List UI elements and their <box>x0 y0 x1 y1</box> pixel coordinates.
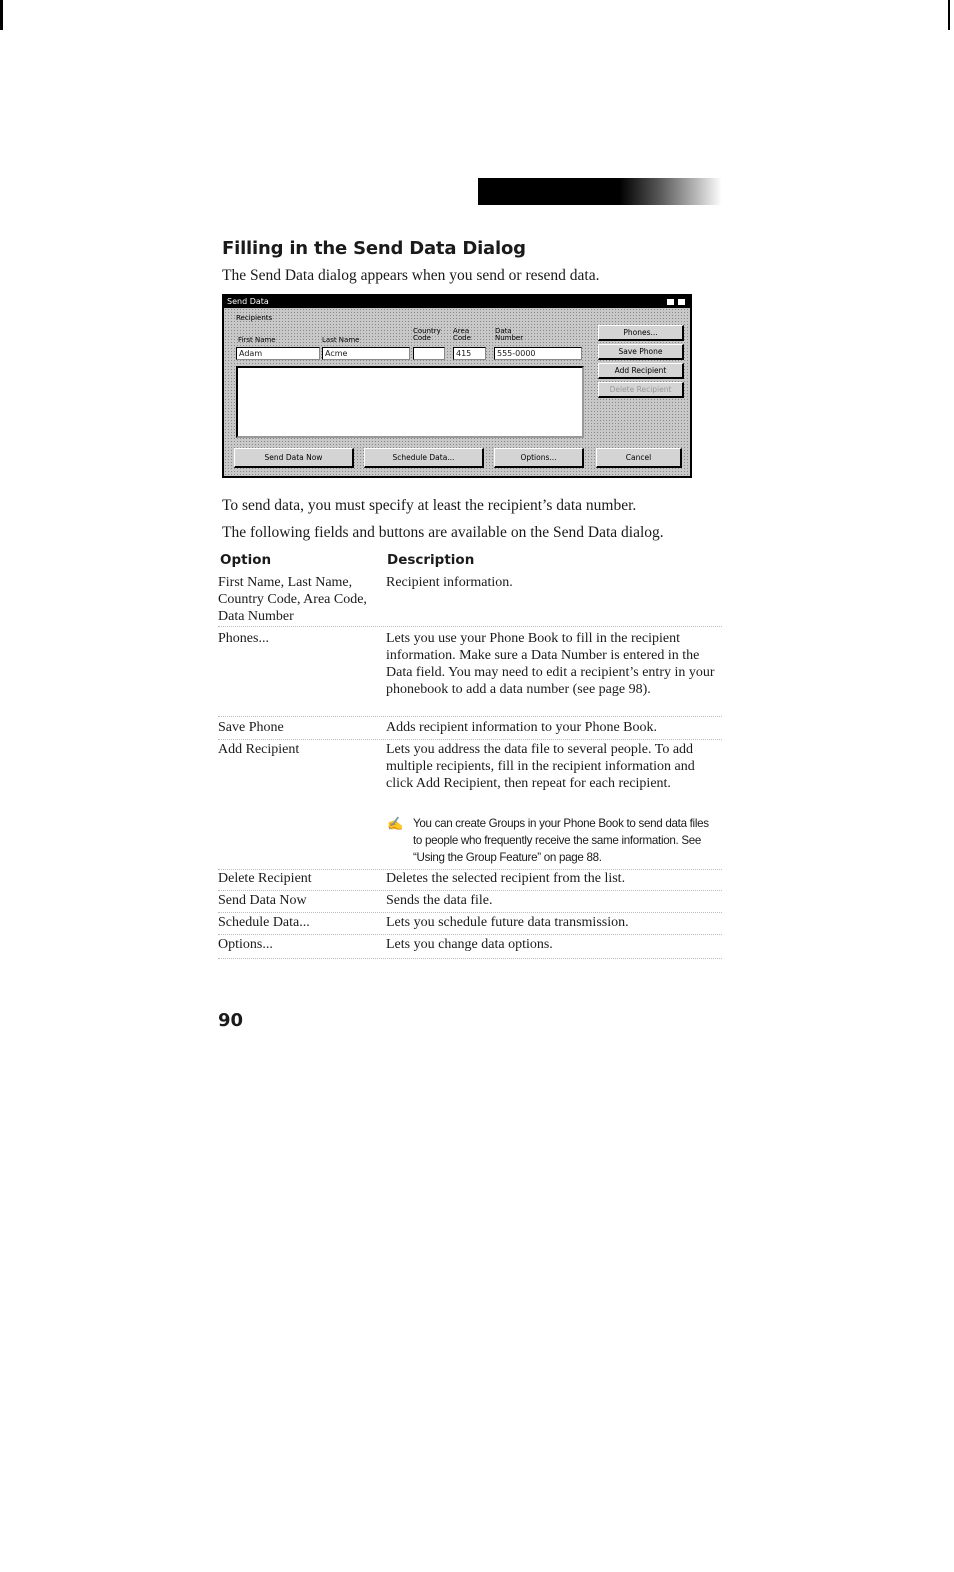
data-number-field[interactable]: 555-0000 <box>494 347 582 360</box>
description-cell: Recipient information. <box>386 575 513 590</box>
first-name-label: First Name <box>238 336 276 344</box>
table-row <box>218 630 722 717</box>
delete-recipient-button[interactable]: Delete Recipient <box>598 382 684 398</box>
table-row <box>218 719 722 740</box>
send-data-now-button[interactable]: Send Data Now <box>234 448 354 468</box>
help-icon[interactable] <box>666 298 675 306</box>
recipients-group-label: Recipients <box>236 314 273 322</box>
option-cell: First Name, Last Name, Country Code, Area Code, Data Number <box>218 575 367 624</box>
description-cell: Deletes the selected recipient from the list. <box>386 871 626 886</box>
option-cell: Save Phone <box>218 720 284 735</box>
option-cell: Options... <box>218 937 273 952</box>
cancel-button[interactable]: Cancel <box>596 448 682 468</box>
option-cell: Phones... <box>218 631 269 646</box>
requirement-paragraph: To send data, you must specify at least the recipient’s data number. <box>222 497 637 514</box>
table-row <box>218 914 722 935</box>
option-cell: Send Data Now <box>218 893 307 908</box>
save-phone-button[interactable]: Save Phone <box>598 344 684 360</box>
country-code-field[interactable] <box>413 347 445 360</box>
tip-note-text: You can create Groups in your Phone Book to send data files to people who frequently receive the same information. See “Using the Group Feature” on page 88. <box>413 817 709 864</box>
crop-mark-left <box>0 0 3 30</box>
area-code-field[interactable]: 415 <box>453 347 486 360</box>
area-code-label: Area Code <box>453 327 471 342</box>
description-cell: Lets you schedule future data transmission. <box>386 915 629 930</box>
last-name-label: Last Name <box>322 336 360 344</box>
recipient-list[interactable] <box>236 366 584 438</box>
phones-button[interactable]: Phones... <box>598 325 684 341</box>
close-icon[interactable] <box>677 298 686 306</box>
add-recipient-button[interactable]: Add Recipient <box>598 363 684 379</box>
option-cell: Add Recipient <box>218 742 300 757</box>
crop-mark-right <box>948 0 950 30</box>
tip-note <box>387 815 717 866</box>
option-cell: Delete Recipient <box>218 871 312 886</box>
chapter-header-bar <box>478 178 722 205</box>
send-data-dialog <box>222 294 692 478</box>
description-cell: Lets you address the data file to several people. To add multiple recipients, fill in the recipient information and click Add Recipient, then repeat for each recipient. <box>386 742 695 791</box>
description-cell: Lets you change data options. <box>386 937 553 952</box>
table-header-option: Option <box>220 552 272 568</box>
option-cell: Schedule Data... <box>218 915 310 930</box>
description-cell: Lets you use your Phone Book to fill in the recipient information. Make sure a Data Number is entered in the Data field. You may need to edit a recipient’s entry in your phonebook to add a data number (see page 98). <box>386 631 715 697</box>
table-header-description: Description <box>387 552 475 568</box>
description-cell: Sends the data file. <box>386 893 493 908</box>
pen-note-icon: ✍ <box>387 816 403 831</box>
data-number-label: Data Number <box>495 327 524 342</box>
schedule-data-button[interactable]: Schedule Data... <box>364 448 484 468</box>
section-title: Filling in the Send Data Dialog <box>222 238 526 259</box>
dialog-titlebar <box>224 296 690 308</box>
options-button[interactable]: Options... <box>494 448 584 468</box>
dialog-title: Send Data <box>227 297 269 306</box>
table-row <box>218 574 722 627</box>
fields-intro-paragraph: The following fields and buttons are available on the Send Data dialog. <box>222 524 664 541</box>
table-row <box>218 892 722 913</box>
intro-paragraph: The Send Data dialog appears when you send or resend data. <box>222 267 600 284</box>
table-row <box>218 936 722 959</box>
last-name-field[interactable]: Acme <box>322 347 410 360</box>
table-row <box>218 870 722 891</box>
description-cell: Adds recipient information to your Phone Book. <box>386 720 658 735</box>
first-name-field[interactable]: Adam <box>236 347 320 360</box>
country-code-label: Country Code <box>413 327 441 342</box>
page-number: 90 <box>218 1010 244 1031</box>
